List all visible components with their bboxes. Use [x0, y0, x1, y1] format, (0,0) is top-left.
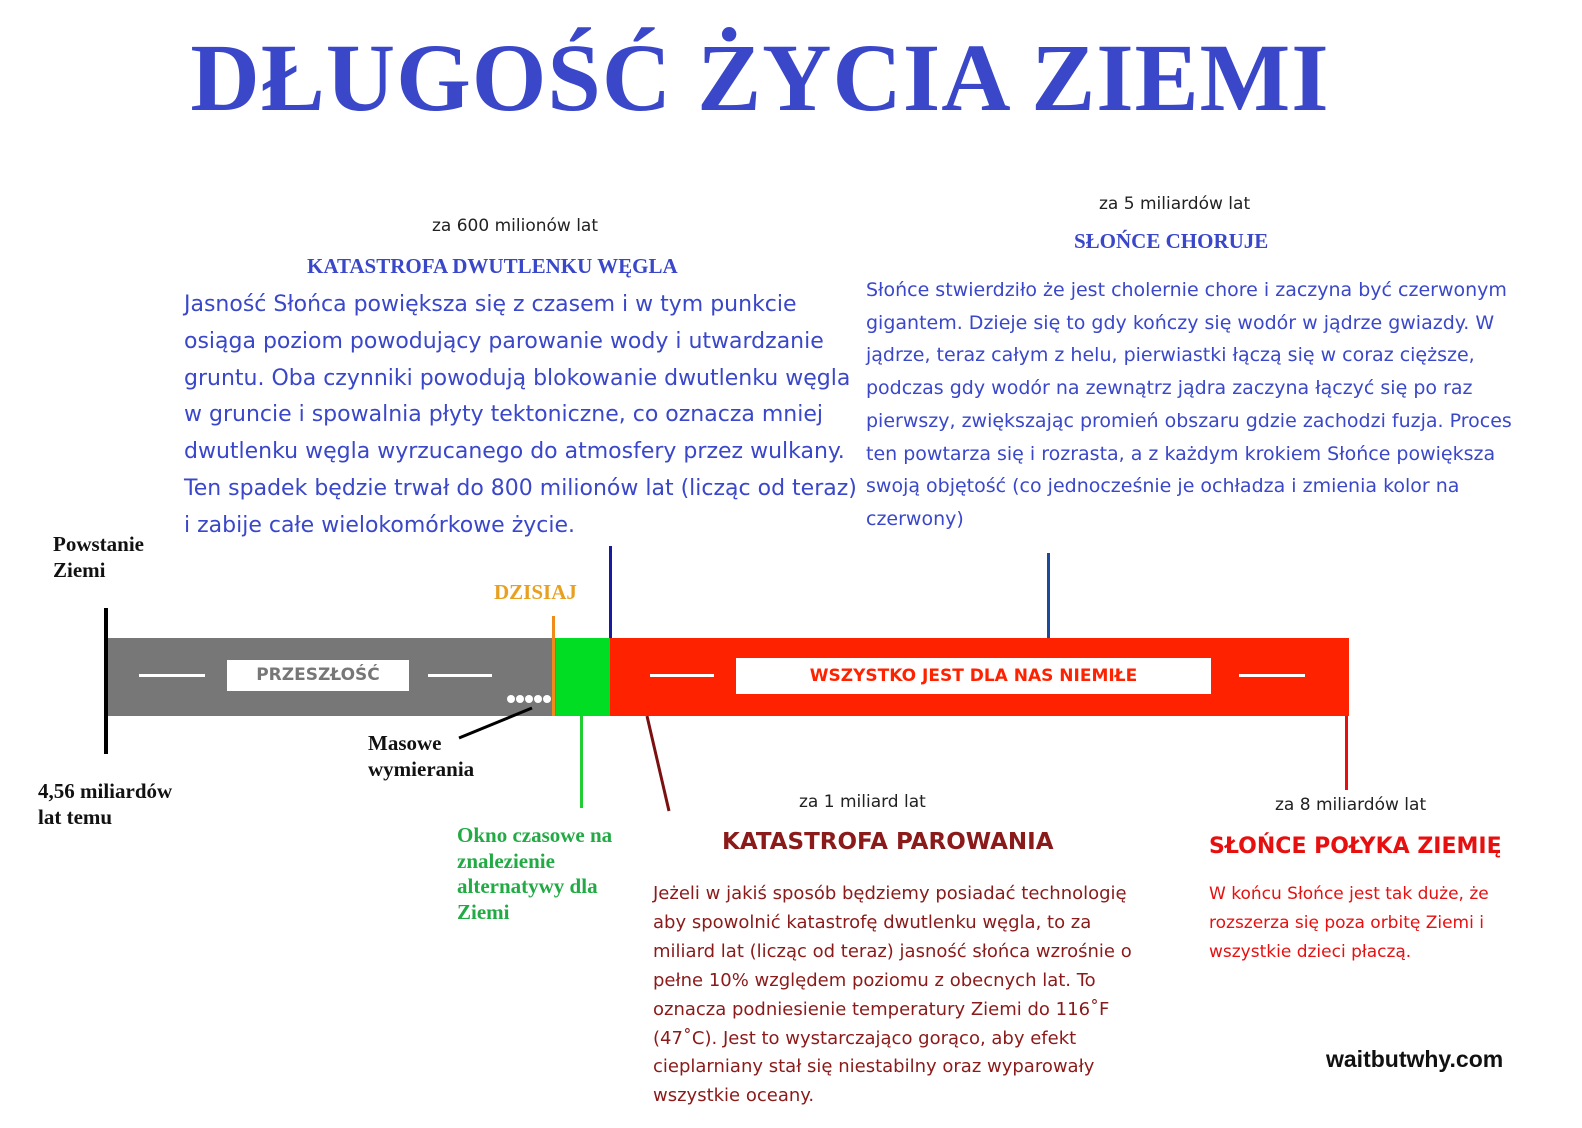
extinction-label — [368, 730, 474, 782]
page-title: DŁUGOŚĆ ŻYCIA ZIEMI — [190, 24, 1330, 131]
window-label — [457, 823, 612, 925]
evaporation-line: miliard lat (licząc od teraz) jasność słońca wzrośnie o — [653, 940, 1132, 962]
co2-line: gruntu. Oba czynniki powodują blokowanie dwutlenku węgla — [184, 365, 851, 391]
co2-line: i zabije całe wielokomórkowe życie. — [184, 512, 576, 538]
extinction-dot — [543, 695, 551, 703]
extinction-dot — [525, 695, 533, 703]
sun-sick-line: czerwony) — [866, 507, 964, 530]
watermark: waitbutwhy.com — [1326, 1046, 1504, 1072]
swallow-time-label: za 8 miliardów lat — [1275, 795, 1427, 815]
sun-sick-line: ten powtarza się i rozrasta, a z każdym krokiem Słońce powiększa — [866, 442, 1496, 465]
future-label: WSZYSTKO JEST DLA NAS NIEMIŁE — [736, 658, 1211, 694]
sun-sick-line: pierwszy, zwiększając promień obszaru gdzie zachodzi fuzja. Proces — [866, 409, 1512, 432]
co2-line: Ten spadek będzie trwał do 800 milionów lat (licząc od teraz) — [184, 475, 857, 501]
evaporation-time-label: za 1 miliard lat — [799, 792, 926, 812]
evaporation-line: pełne 10% względem poziomu z obecnych lat. To — [653, 969, 1096, 991]
evaporation-line: Jeżeli w jakiś sposób będziemy posiadać technologię — [653, 883, 1127, 904]
sun-sick-line: swoją objętość (co jednocześnie je ochładza i zmienia kolor na — [866, 475, 1460, 498]
extinction-label-line: wymierania — [368, 757, 475, 781]
origin-label-line: Ziemi — [53, 558, 106, 582]
extinction-dot — [516, 695, 524, 703]
evaporation-pointer — [647, 716, 669, 811]
window-label-line: Okno czasowe na — [457, 823, 613, 847]
swallow-line: W końcu Słońce jest tak duże, że — [1209, 884, 1489, 904]
window-label-line: Ziemi — [457, 899, 510, 924]
window-label-line: znalezienie — [457, 848, 555, 873]
co2-line: Jasność Słońca powiększa się z czasem i w tym punkcie — [184, 292, 797, 317]
sun-sick-line: Słońce stwierdziło że jest cholernie chore i zaczyna być czerwonym — [866, 279, 1507, 301]
evaporation-line: (47˚C). Jest to wystarczająco gorąco, aby efekt — [653, 1027, 1077, 1049]
swallow-description — [1209, 880, 1489, 966]
evaporation-description — [653, 880, 1132, 1111]
evaporation-line: wszystkie oceany. — [653, 1085, 815, 1107]
sun-sick-line: podczas gdy wodór na zewnątrz jądra zaczyna łączyć się po raz — [866, 377, 1473, 400]
sun-sick-line: gigantem. Dzieje się to gdy kończy się wodór w jądrze gwiazdy. W — [866, 311, 1495, 334]
co2-line: osiąga poziom powodujący parowanie wody i utwardzanie — [184, 328, 824, 354]
swallow-line: wszystkie dzieci płaczą. — [1209, 941, 1412, 962]
evaporation-line: aby spowolnić katastrofę dwutlenku węgla, to za — [653, 911, 1092, 933]
evaporation-heading: KATASTROFA PAROWANIA — [722, 829, 1054, 855]
sun-sick-line: jądrze, teraz całym z helu, pierwiastki łączą się w coraz cięższe, — [866, 344, 1475, 367]
evaporation-line: cieplarniany stał się niestabilny oraz wyparowały — [653, 1056, 1095, 1078]
co2-line: w gruncie i spowalnia płyty tektoniczne, co oznacza mniej — [184, 402, 823, 428]
swallow-line: rozszerza się poza orbitę Ziemi i — [1209, 912, 1484, 933]
window-label-line: alternatywy dla — [457, 874, 598, 898]
co2-heading: KATASTROFA DWUTLENKU WĘGLA — [307, 254, 678, 278]
origin-time-line: 4,56 miliardów — [38, 779, 173, 803]
co2-time-label: za 600 milionów lat — [432, 216, 599, 236]
origin-time-line: lat temu — [38, 805, 113, 829]
swallow-heading: SŁOŃCE POŁYKA ZIEMIĘ — [1209, 834, 1502, 859]
extinction-dot — [534, 695, 542, 703]
today-label: DZISIAJ — [494, 580, 577, 604]
sun-sick-time-label: za 5 miliardów lat — [1099, 194, 1251, 214]
origin-label-line: Powstanie — [53, 532, 144, 556]
extinction-dot — [507, 695, 515, 703]
sun-sick-heading: SŁOŃCE CHORUJE — [1074, 229, 1269, 253]
co2-line: dwutlenku węgla wyrzucanego do atmosfery przez wulkany. — [184, 439, 845, 465]
evaporation-line: oznacza podniesienie temperatury Ziemi do 116˚F — [653, 998, 1110, 1020]
extinction-label-line: Masowe — [368, 731, 442, 755]
past-label: PRZESZŁOŚĆ — [227, 660, 409, 691]
